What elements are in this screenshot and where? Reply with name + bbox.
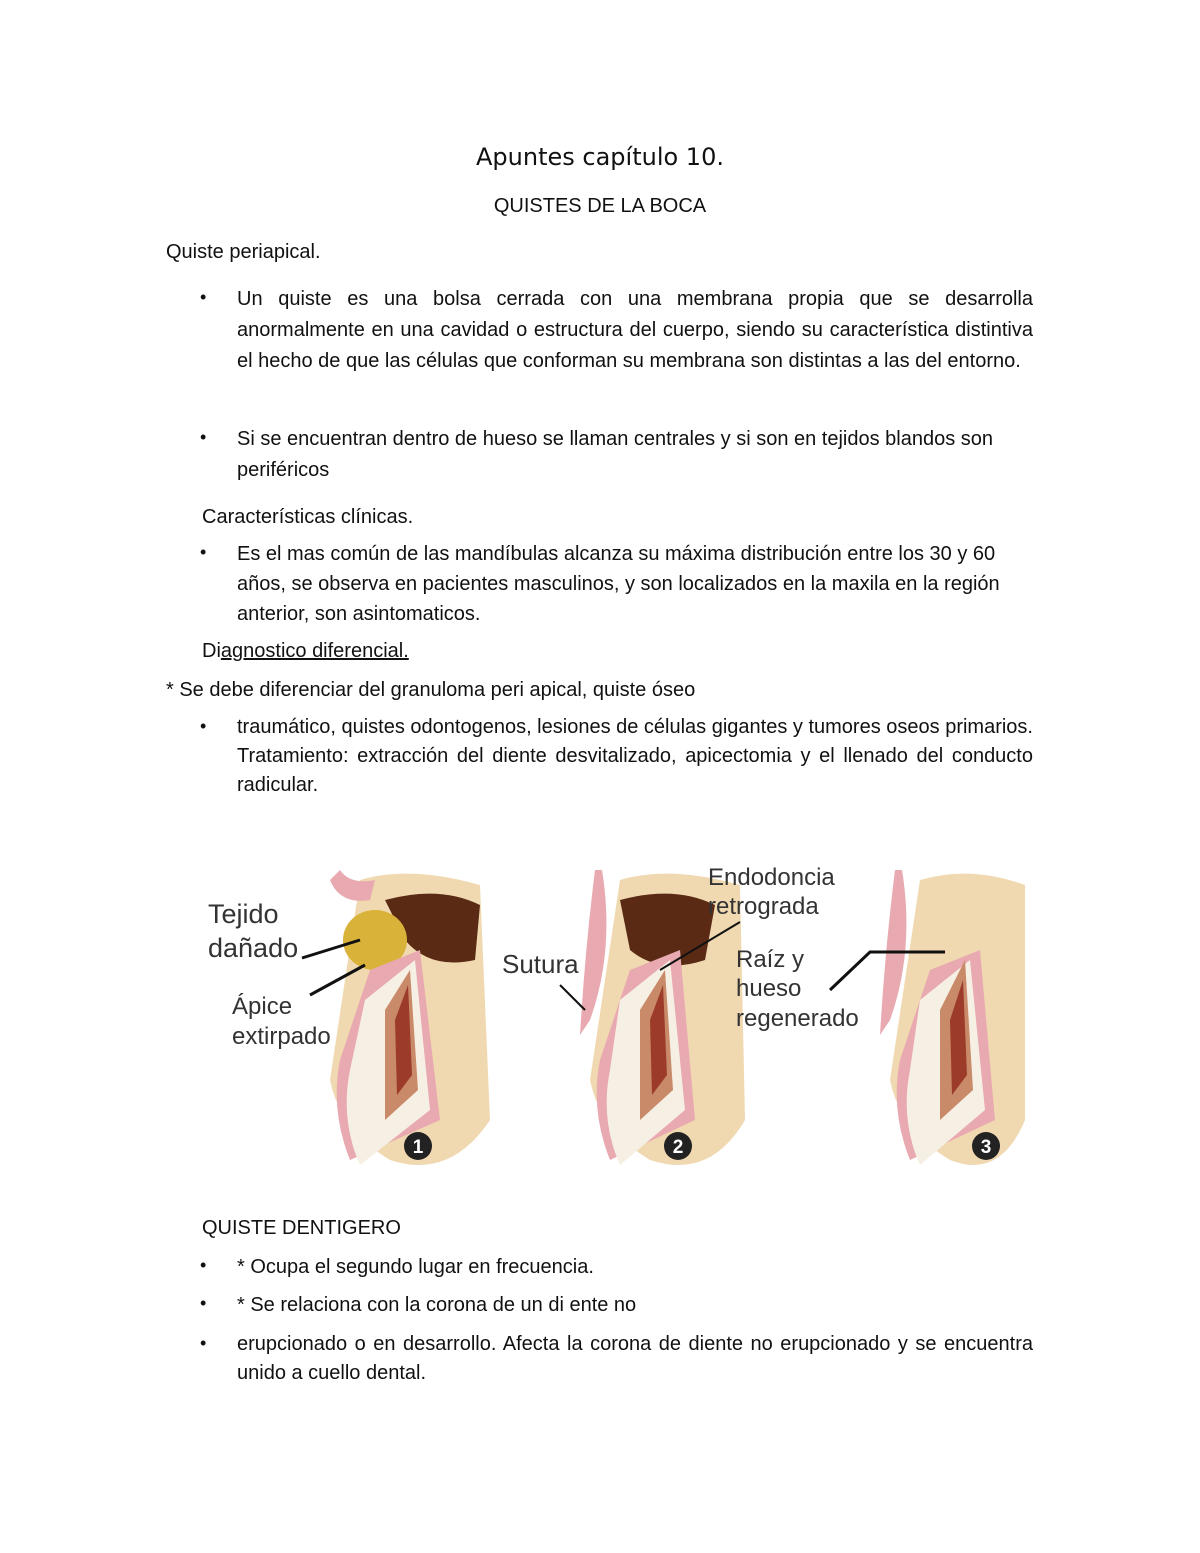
bullet-erupcion: erupcionado o en desarrollo. Afecta la corona de diente no erupcionado y se encuentra unido a cuello dental. <box>237 1333 1033 1384</box>
bullet-marker: • <box>200 427 207 447</box>
bullet-marker: • <box>200 1293 207 1313</box>
bullet-marker: • <box>200 716 207 736</box>
step-number: 1 <box>412 1137 424 1158</box>
panel-step-1 <box>302 870 490 1165</box>
label-apice-line2: extirpado <box>232 1023 331 1050</box>
section-heading-quiste-dentigero: QUISTE DENTIGERO <box>202 1217 401 1239</box>
step-number: 3 <box>980 1137 992 1158</box>
bullet-marker: • <box>200 287 207 307</box>
bullet-marker: • <box>200 1333 207 1353</box>
label-tejido-line2: dañado <box>208 933 299 963</box>
bullet-marker: • <box>200 1255 207 1275</box>
bullet-definition: Un quiste es una bolsa cerrada con una membrana propia que se desarrolla anormalmente en una cavidad o estructura del cuerpo, siendo su característica distintiva el hecho de que las células que conforman su membrana son distintas a las del entorno. <box>237 288 1033 372</box>
label-endodoncia-line2: retrograda <box>708 893 819 920</box>
step-number: 2 <box>672 1137 684 1158</box>
bullet-location: Si se encuentran dentro de hueso se llaman centrales y si son en tejidos blandos son periféricos <box>237 428 994 481</box>
section-heading-quiste-periapical: Quiste periapical. <box>166 241 321 263</box>
apicectomy-illustration <box>190 860 1030 1180</box>
document-title: Apuntes capítulo 10. <box>476 143 724 171</box>
section-heading-dx <box>202 636 409 667</box>
gum-shape <box>330 870 375 901</box>
label-apice-line1: Ápice <box>232 993 293 1020</box>
pointer-line <box>560 985 585 1010</box>
section-heading-clinical: Características clínicas. <box>202 506 414 528</box>
bullet-dx: traumático, quistes odontogenos, lesiones de células gigantes y tumores oseos primarios. Tratamiento: extracción del diente desvitalizado, apicectomia y el llenado del conducto radicular. <box>237 716 1033 796</box>
bullet-relation: * Se relaciona con la corona de un di ente no <box>237 1294 637 1316</box>
panel-step-3 <box>830 870 1025 1165</box>
label-endodoncia-line1: Endodoncia <box>708 864 835 891</box>
bullet-marker: • <box>200 542 207 562</box>
dx-line: * Se debe diferenciar del granuloma peri apical, quiste óseo <box>166 679 696 701</box>
label-raiz-line3: regenerado <box>736 1005 859 1032</box>
label-tejido-line1: Tejido <box>208 899 279 929</box>
label-sutura: Sutura <box>502 949 579 979</box>
label-raiz-line2: hueso <box>736 975 802 1002</box>
document-subtitle: QUISTES DE LA BOCA <box>493 195 707 217</box>
dx-heading-prefix: Di <box>202 640 221 662</box>
bullet-clinical: Es el mas común de las mandíbulas alcanza su máxima distribución entre los 30 y 60 años, se observa en pacientes masculinos, y son localizados en la maxila en la región anterior, son asintomaticos. <box>237 543 1000 625</box>
dx-heading-underlined: agnostico diferencial. <box>220 640 409 662</box>
label-raiz-line1: Raíz y <box>736 946 805 973</box>
bullet-frequency: * Ocupa el segundo lugar en frecuencia. <box>237 1256 594 1278</box>
